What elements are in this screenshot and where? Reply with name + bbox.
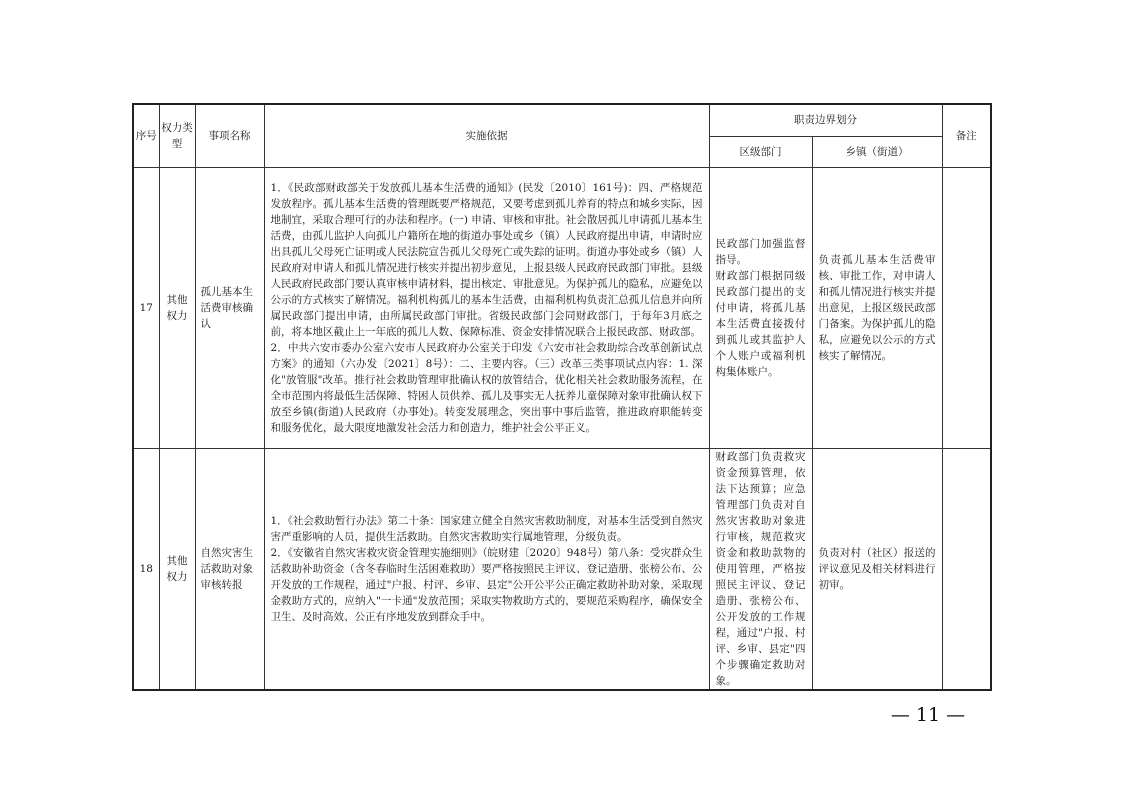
- row-town-duty: 负责对村（社区）报送的评议意见及相关材料进行初审。: [812, 448, 942, 690]
- row-seq: 17: [133, 167, 159, 448]
- row-type: 其他权力: [159, 167, 195, 448]
- row-town-duty: 负责孤儿基本生活费审核、审批工作，对申请人和孤儿情况进行核实并提出意见，上报区级民政部门备案。为保护孤儿的隐私，应避免以公示的方式核实了解情况。: [812, 167, 942, 448]
- row-name: 孤儿基本生活费审核确认: [195, 167, 264, 448]
- row-seq: 18: [133, 448, 159, 690]
- header-district: 区级部门: [709, 136, 812, 167]
- header-remark: 备注: [942, 104, 991, 167]
- basis-clause-2: 2．中共六安市委办公室六安市人民政府办公室关于印发《六安市社会救助综合改革创新试点方案》的通知（六办发〔2021〕8号）：二、主要内容。（三）改革三类事项试点内容：1. 深化"放管服"改革。推行社会救助管理审批确认权的放管结合，优化相关社会救助服务流程，在全市范围内将最低生活保障、特困人员供养、孤儿及事实无人抚养儿童保障对象审批确认权下放至乡镇(街道)人民政府（办事处)。转变发展理念，突出事中事后监管，推进政府职能转变和服务优化，最大限度地激发社会活力和创造力，维护社会公平正义。: [270, 341, 703, 434]
- responsibility-table: [132, 103, 992, 691]
- row-remark: [942, 167, 991, 448]
- page-number: — 11 —: [890, 704, 966, 726]
- header-town: 乡镇（街道）: [812, 136, 942, 167]
- basis-clause-1: 1．《民政部财政部关于发放孤儿基本生活费的通知》(民发〔2010〕161号)：四、严格规范发放程序。孤儿基本生活费的管理既要严格规范，又要考虑到孤儿养育的特点和城乡实际，因地制宜，采取合理可行的办法和程序。(一) 申请、审核和审批。社会散居孤儿申请孤儿基本生活费，由孤儿监护人向孤儿户籍所在地的街道办事处或乡（镇）人民政府提出申请，申请时应出具孤儿父母死亡证明或人民法院宣告孤儿父母死亡或失踪的证明。街道办事处或乡（镇）人民政府对申请人和孤儿情况进行核实并提出初步意见，上报县级人民政府民政部门审批。县级人民政府民政部门要认真审核申请材料，提出核定、审批意见。为保护孤儿的隐私，应避免以公示的方式核实了解情况。福利机构孤儿的基本生活费，由福利机构负责汇总孤儿信息并向所属民政部门提出申请，由所属民政部门审批。省级民政部门会同财政部门，于每年3月底之前，将本地区截止上一年底的孤儿人数、保障标准、资金安排情况联合上报民政部、财政部。: [270, 181, 703, 338]
- basis-clause-1: 1．《社会救助暂行办法》第二十条：国家建立健全自然灾害救助制度，对基本生活受到自然灾害严重影响的人员，提供生活救助。自然灾害救助实行属地管理，分级负责。: [270, 514, 703, 543]
- header-name: 事项名称: [195, 104, 264, 167]
- table-row: [133, 448, 991, 690]
- header-boundary: 职责边界划分: [709, 104, 942, 136]
- row-district-duty: 财政部门负责救灾资金预算管理，依法下达预算；应急管理部门负责对自然灾害救助对象进行审核，规范救灾资金和救助款物的使用管理，严格按照民主评议、登记造册、张榜公布、公开发放的工作规程，通过"户报、村评、乡审、县定"四个步骤确定救助对象。: [709, 448, 812, 690]
- header-seq: 序号: [133, 104, 159, 167]
- row-remark: [942, 448, 991, 690]
- header-type: 权力类型: [159, 104, 195, 167]
- row-type: 其他权力: [159, 448, 195, 690]
- header-basis: 实施依据: [264, 104, 709, 167]
- row-name: 自然灾害生活救助对象审核转报: [195, 448, 264, 690]
- header-row-1: [133, 104, 991, 136]
- row-basis: [264, 448, 709, 690]
- row-district-duty: 民政部门加强监督指导。 财政部门根据同级民政部门提出的支付申请，将孤儿基本生活费直接拨付到孤儿或其监护人个人账户或福利机构集体账户。: [709, 167, 812, 448]
- row-basis: [264, 167, 709, 448]
- basis-clause-2: 2．《安徽省自然灾害救灾资金管理实施细则》（皖财建〔2020〕948号）第八条：受灾群众生活救助补助资金（含冬春临时生活困难救助）要严格按照民主评议、登记造册、张榜公布、公开发放的工作规程，通过"户报、村评、乡审、县定"公开公平公正确定救助补助对象，采取现金救助方式的，应纳入"一卡通"发放范围；采取实物救助方式的，要规范采购程序，确保安全卫生、及时高效、公正有序地发放到群众手中。: [270, 546, 703, 623]
- table-row: [133, 167, 991, 448]
